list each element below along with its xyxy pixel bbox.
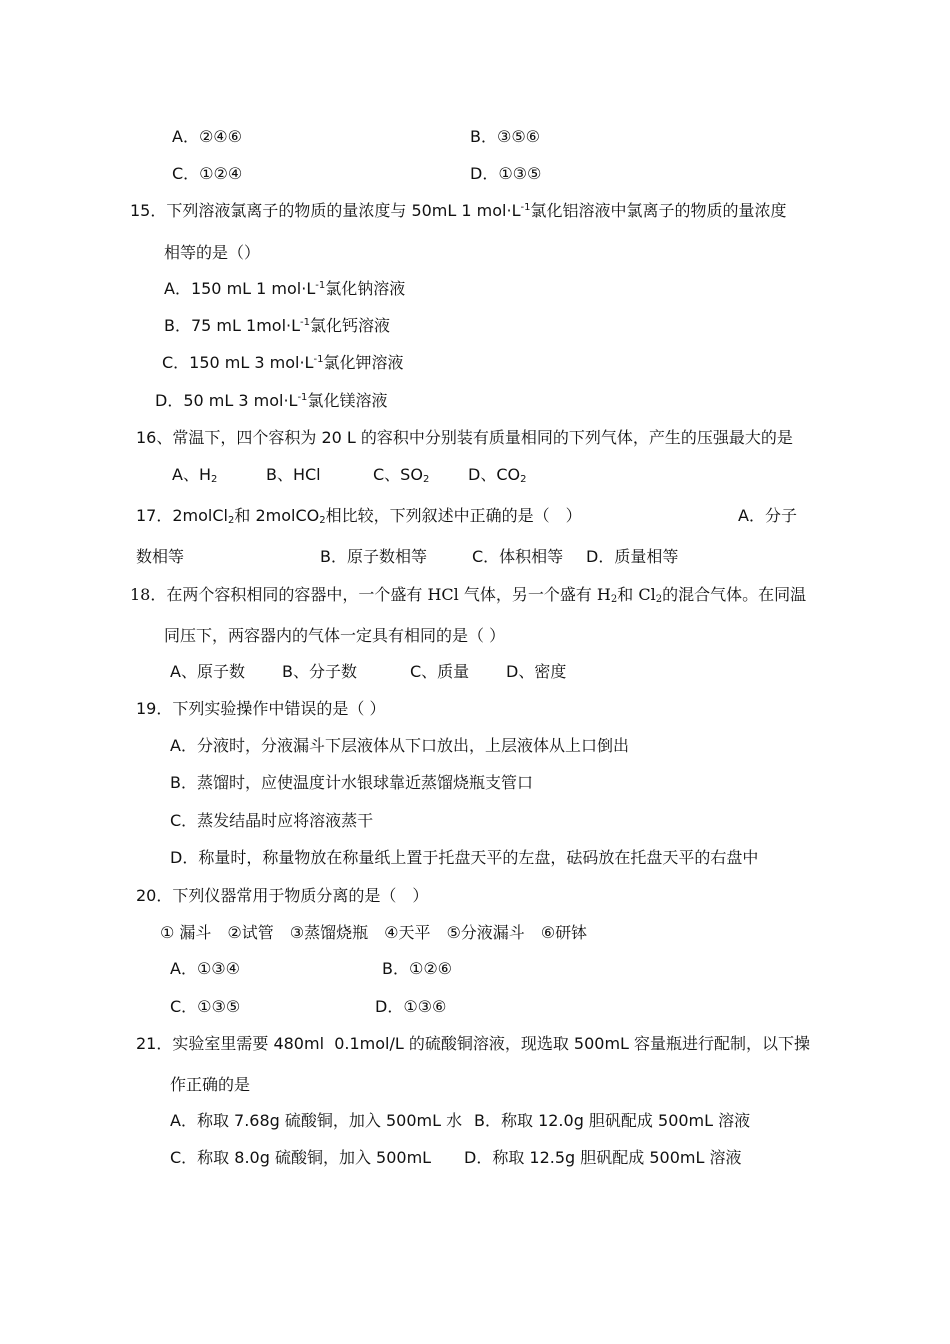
q18-stem: 18．在两个容积相同的容器中，一个盛有 HCl 气体，另一个盛有 $H_2$和 $Cl_2$的混合气体。在同温 <box>130 585 807 605</box>
q21-option-a: A．称取 7.68g 硫酸铜，加入 500mL 水 <box>170 1111 463 1130</box>
q15-stem: 15．下列溶液氯离子的物质的量浓度与 50mL 1 $mol\cdot L^{-1}$氯化铝溶液中氯离子的物质的量浓度 <box>130 201 787 220</box>
q15-option-c: C．150 mL 3 $mol\cdot L^{-1}$氯化钾溶液 <box>162 353 404 372</box>
q17-option-b: B．原子数相等 <box>320 547 427 566</box>
q20-option-a: A．①③④ <box>170 959 240 978</box>
q20-items: ① 漏斗 ②试管 ③蒸馏烧瓶 ④天平 ⑤分液漏斗 ⑥研钵 <box>160 923 588 942</box>
q20-option-d: D．①③⑥ <box>375 997 447 1016</box>
q18-option-a: A、原子数 <box>170 662 245 681</box>
q15-option-b: B．75 mL $1mol\cdot L^{-1}$氯化钙溶液 <box>164 316 391 335</box>
q21-option-d: D．称取 12.5g 胆矾配成 500mL 溶液 <box>464 1148 742 1167</box>
q21-option-c: C．称取 8.0g 硫酸铜，加入 500mL <box>170 1148 432 1167</box>
q21-option-b: B．称取 12.0g 胆矾配成 500mL 溶液 <box>474 1111 751 1130</box>
q15-option-a: A．150 mL 1 $mol\cdot L^{-1}$氯化钠溶液 <box>164 279 406 298</box>
q16-stem: 16、常温下，四个容积为 20 L 的容积中分别装有质量相同的下列气体，产生的压强最大的是 <box>136 428 793 447</box>
q14-option-c: C．①②④ <box>172 164 243 183</box>
q16-option-b: B、HCl <box>266 465 321 484</box>
q19-option-d: D．称量时，称量物放在称量纸上置于托盘天平的左盘，砝码放在托盘天平的右盘中 <box>170 848 759 867</box>
q21-stem-cont: 作正确的是 <box>170 1075 251 1094</box>
q17-option-d: D．质量相等 <box>586 547 679 566</box>
q14-option-a: A．②④⑥ <box>172 127 242 146</box>
q18-option-c: C、质量 <box>410 662 470 681</box>
q16-option-a: A、$H_2$ <box>172 465 218 485</box>
q18-stem-cont: 同压下，两容器内的气体一定具有相同的是（ ） <box>164 626 506 645</box>
q17-option-a: A．分子 <box>738 506 797 525</box>
q20-stem: 20．下列仪器常用于物质分离的是（ ） <box>136 886 429 905</box>
q17-option-a-cont: 数相等 <box>136 547 185 566</box>
q16-option-d: D、$CO_2$ <box>468 465 527 485</box>
q17-stem: 17．2molCl$_2$和 2molCO$_2$相比较，下列叙述中正确的是（ ） <box>136 506 582 526</box>
q15-option-d: D．50 mL 3 $mol\cdot L^{-1}$氯化镁溶液 <box>155 391 388 410</box>
q21-stem: 21．实验室里需要 480ml 0.1mol/L 的硫酸铜溶液，现选取 500mL 容量瓶进行配制，以下操 <box>136 1034 811 1053</box>
q20-option-b: B．①②⑥ <box>382 959 453 978</box>
q18-option-b: B、分子数 <box>282 662 357 681</box>
q20-option-c: C．①③⑤ <box>170 997 241 1016</box>
q14-option-d: D．①③⑤ <box>470 164 542 183</box>
q19-option-b: B．蒸馏时，应使温度计水银球靠近蒸馏烧瓶支管口 <box>170 773 533 792</box>
q17-option-c: C．体积相等 <box>472 547 564 566</box>
q19-option-c: C．蒸发结晶时应将溶液蒸干 <box>170 811 374 830</box>
q16-option-c: C、$SO_2$ <box>373 465 430 485</box>
q14-option-b: B．③⑤⑥ <box>470 127 541 146</box>
q18-option-d: D、密度 <box>506 662 567 681</box>
q19-stem: 19．下列实验操作中错误的是（ ） <box>136 699 386 718</box>
q19-option-a: A．分液时，分液漏斗下层液体从下口放出，上层液体从上口倒出 <box>170 736 629 755</box>
q15-stem-cont: 相等的是（） <box>164 243 261 262</box>
